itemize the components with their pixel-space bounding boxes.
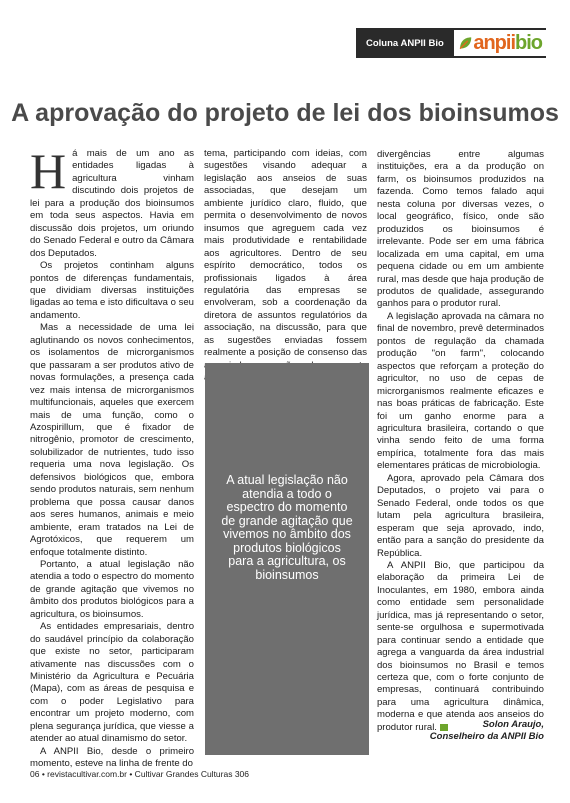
author-role: Conselheiro da ANPII Bio (429, 731, 544, 742)
paragraph: A legislação aprovada na câmara no final de novembro, prevê determinados pontos de regulação da chamada produção "on farm", colocando aspectos que reforçam a proteção do agricultor, no uso de cepas de microrganismos realmente eficazes e nas boas práticas de fabricação. Este foi um ganho enorme para a agricultura brasileira, cortando o que vinha sendo feito de uma forma empírica, totalmente fora das mais elementares práticas de microbiologia. (377, 310, 544, 472)
author-name: Solon Araujo, (482, 719, 544, 730)
paragraph: As entidades empresariais, dentro do saudável princípio da colaboração que existe no setor, participaram ativamente nas discussões com o Ministério da Agricultura e Pecuária (Mapa), com as áreas de pesquisa e com o poder Legislativo para encontrar um projeto moderno, com plena segurança jurídica, que viesse a atender ao atual dinamismo do setor. (30, 621, 194, 745)
text-column-1 (30, 143, 194, 771)
anpii-bio-logo (454, 30, 546, 56)
paragraph: Há mais de um ano as entidades ligadas à agricultura vinham discutindo dois projetos de lei para a produção dos bioinsumos em toda seus aspectos. Havia em discussão dois projetos, um oriundo do Senado Federal e outro da Câmara dos Deputados. (30, 143, 194, 259)
author-signature (420, 719, 544, 743)
column-label: Coluna ANPII Bio (366, 37, 444, 49)
pull-quote: A atual legislação não atendia a todo o espectro do momento de grande agitação que vivemos no âmbito dos produtos biológicos para a agricultura, os bioinsumos (221, 473, 353, 582)
leaf-icon (458, 32, 473, 54)
paragraph: Portanto, a atual legislação não atendia a todo o espectro do momento de grande agitação que vivemos no âmbito dos produtos biológicos para a agricultura, os bioinsumos. (30, 558, 194, 620)
page-footer: 06 • revistacultivar.com.br • Cultivar Grandes Culturas 306 (30, 769, 250, 779)
paragraph: Os projetos continham alguns pontos de diferenças fundamentais, que dividiam diversas instituições ligadas ao tema e isto dificultava o seu andamento. (30, 260, 194, 321)
paragraph: divergências entre algumas instituições, era a da produção on farm, os bioinsumos produzidos na fazenda. Como temos falado aqui nesta coluna por diversas vezes, o local geográfico, físico, onde são produzidos os bioinsumos é irrelevante. Pode ser em uma fábrica localizada em uma capital, em uma pequena cidade ou em um ambiente rural, mas desde que haja produção de produtos de qualidade, assegurando ganhos para o produtor rural. (377, 149, 544, 310)
logo-wordmark: anpiibio (473, 31, 542, 54)
paragraph: Mas a necessidade de uma lei aglutinando os novos conhecimentos, os isolamentos de microrganismos que passaram a ser produtos ativo de novas formulações, a presença cada vez mais intensa de microrganismos multifuncionais, aqueles que exercem mais de uma função, como o Azospirillum, que é fixador de nitrogênio, promotor de crescimento, solubilizador de nutrientes, tudo isso requeria uma nova legislação. Os defensivos biológicos que, embora sendo produtos naturais, sem nenhum problema que possa causar danos aos seres humanos, animais e meio ambiente, eram tratados na Lei de Agrotóxicos, que requerem um enfoque totalmente distinto. (30, 322, 194, 558)
paragraph: A ANPII Bio, que participou da elaboração da primeira Lei de Inoculantes, em 1980, embora ainda como entidade sem personalidade jurídica, mas já representando o setor, sente-se orgulhosa e supermotivada para continuar sendo a entidade que agrega a vanguarda da área industrial dos bioinsumos no Brasil e temos certeza que, com o forte conjunto de empresas, continuará contribuindo para uma agricultura dinâmica, moderna e que atenda aos anseios do produtor rural. (377, 559, 544, 733)
article-title: A aprovação do projeto de lei dos bioinsumos (11, 99, 559, 127)
text-column-2 (204, 148, 367, 397)
column-header (356, 28, 546, 58)
paragraph: tema, participando com ideias, com sugestões visando adequar a legislação aos anseios de suas associadas, que desejam um ambiente jurídico claro, fluido, que permita o desenvolvimento de novos insumos que agreguem cada vez mais produtividade e rentabilidade aos agricultores. Dentro de seu espírito democrático, todos os profissionais ligados à área regulatória das empresas se envolveram, sob a coordenação da diretora de assuntos regulatórios da associação, na discussão, para que as sugestões enviadas fossem realmente a posição de consenso das (204, 148, 367, 359)
paragraph: A ANPII Bio, desde o primeiro momento, esteve na linha de frente do (30, 745, 194, 770)
text-column-3 (377, 149, 544, 734)
paragraph: Agora, aprovado pela Câmara dos Deputados, o projeto vai para o Senado Federal, onde todos os que lutam pela agricultura brasileira, esperam que seja aprovado, indo, então para a sanção do presidente da República. (377, 472, 544, 559)
drop-cap: H (30, 143, 67, 199)
